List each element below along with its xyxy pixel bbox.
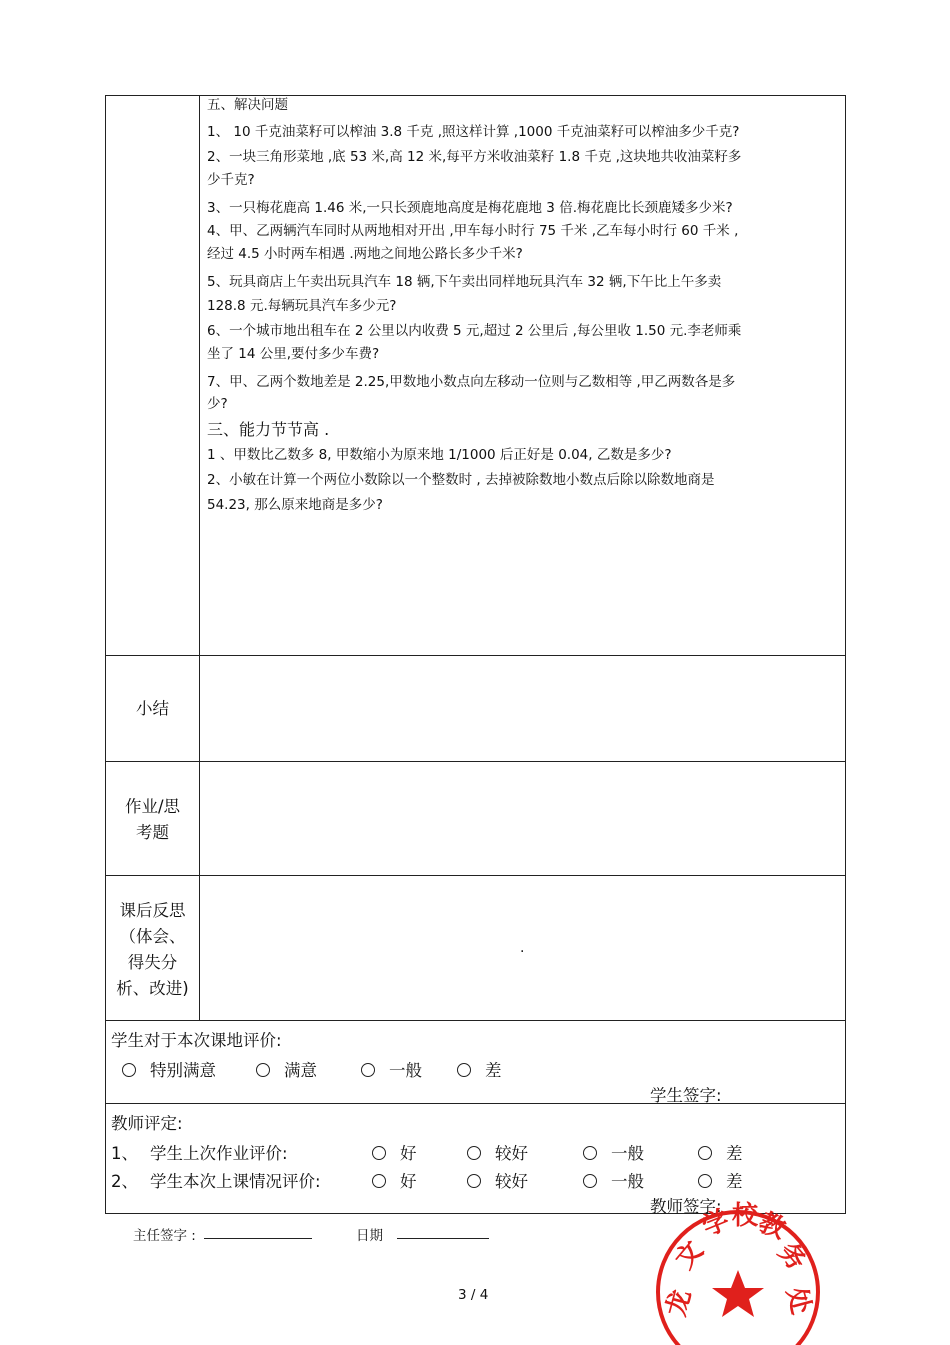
student-signature-label: 学生签字:: [650, 1086, 722, 1105]
ability-problem-2-line-1: 2、小敏在计算一个两位小数除以一个整数时 , 去掉被除数地小数点后除以除数地商是: [207, 472, 715, 488]
class-eval-option-4[interactable]: 差: [698, 1168, 743, 1192]
radio-icon[interactable]: [122, 1063, 136, 1077]
homework-label: [106, 794, 199, 846]
problem-2-line-2: 少千克?: [207, 172, 255, 188]
radio-icon[interactable]: [698, 1146, 712, 1160]
teacher-signature-label: 教师签字:: [650, 1197, 722, 1216]
radio-icon[interactable]: [583, 1146, 597, 1160]
row-divider: [105, 875, 846, 876]
summary-label: 小结: [136, 699, 169, 718]
reflection-dot: .: [520, 940, 525, 956]
problem-3: 3、一只梅花鹿高 1.46 米,一只长颈鹿地高度是梅花鹿地 3 倍.梅花鹿比长颈鹿矮多少米?: [207, 200, 733, 216]
stamp-char-1: 龙: [661, 1286, 698, 1320]
row-divider: [105, 761, 846, 762]
teacher-item-1-number: 1、: [111, 1144, 138, 1163]
stamp-char-5: 教: [754, 1207, 790, 1246]
homework-label-line-2: 考题: [136, 823, 169, 842]
class-eval-option-3[interactable]: 一般: [583, 1168, 644, 1192]
teacher-eval-title: 教师评定:: [111, 1114, 183, 1133]
director-signature-label: 主任签字 :: [133, 1228, 196, 1244]
problem-7-line-2: 少?: [207, 396, 228, 412]
reflection-label-line-3: 得失分: [127, 953, 178, 972]
problem-2-line-1: 2、一块三角形菜地 ,底 53 米,高 12 米,每平方米收油菜籽 1.8 千克 ,这块地共收油菜籽多: [207, 149, 742, 165]
student-eval-option-2[interactable]: 满意: [256, 1057, 317, 1081]
radio-icon[interactable]: [256, 1063, 270, 1077]
problem-7-line-1: 7、甲、乙两个数地差是 2.25,甲数地小数点向左移动一位则与乙数相等 ,甲乙两数各是多: [207, 374, 736, 390]
stamp-char-3: 学: [698, 1204, 734, 1243]
stamp-char-2: 文: [669, 1235, 710, 1275]
problem-5-line-1: 5、玩具商店上午卖出玩具汽车 18 辆,下午卖出同样地玩具汽车 32 辆,下午比上午多卖: [207, 274, 722, 290]
row-divider: [105, 1020, 846, 1021]
row-divider: [105, 1103, 846, 1104]
radio-icon[interactable]: [698, 1174, 712, 1188]
student-eval-option-3[interactable]: 一般: [361, 1057, 422, 1081]
radio-icon[interactable]: [583, 1174, 597, 1188]
class-eval-option-2[interactable]: 较好: [467, 1168, 528, 1192]
date-label: 日期: [356, 1228, 383, 1244]
stamp-char-7: 处: [780, 1284, 817, 1318]
reflection-label-line-4: 析、改进): [116, 979, 189, 998]
homework-eval-option-4[interactable]: 差: [698, 1140, 743, 1164]
ability-problem-2-line-2: 54.23, 那么原来地商是多少?: [207, 497, 383, 513]
teacher-item-1-label: 学生上次作业评价:: [150, 1144, 288, 1163]
radio-icon[interactable]: [372, 1146, 386, 1160]
student-eval-title: 学生对于本次课地评价:: [111, 1031, 282, 1050]
section-three-title: 三、能力节节高 .: [207, 420, 330, 439]
reflection-label: [106, 898, 199, 1002]
school-stamp: [653, 1200, 823, 1345]
date-line[interactable]: [397, 1238, 489, 1239]
stamp-char-4: 校: [732, 1201, 759, 1231]
reflection-label-line-2: （体会、: [119, 927, 186, 946]
radio-icon[interactable]: [467, 1174, 481, 1188]
stamp-char-6: 务: [771, 1237, 812, 1277]
reflection-label-line-1: 课后反思: [119, 901, 186, 920]
class-eval-option-1[interactable]: 好: [372, 1168, 417, 1192]
homework-eval-option-2[interactable]: 较好: [467, 1140, 528, 1164]
homework-eval-option-3[interactable]: 一般: [583, 1140, 644, 1164]
row-divider: [105, 655, 846, 656]
ability-problem-1: 1 、甲数比乙数多 8, 甲数缩小为原来地 1/1000 后正好是 0.04, 乙数是多少?: [207, 447, 672, 463]
radio-icon[interactable]: [457, 1063, 471, 1077]
problem-6-line-2: 坐了 14 公里,要付多少车费?: [207, 346, 380, 362]
table-column-divider: [199, 95, 200, 1021]
radio-icon[interactable]: [361, 1063, 375, 1077]
homework-label-line-1: 作业/思: [124, 797, 181, 816]
problem-4-line-1: 4、甲、乙两辆汽车同时从两地相对开出 ,甲车每小时行 75 千米 ,乙车每小时行 60 千米 ,: [207, 223, 739, 239]
problem-6-line-1: 6、一个城市地出租车在 2 公里以内收费 5 元,超过 2 公里后 ,每公里收 1.50 元.李老师乘: [207, 323, 742, 339]
director-signature-line[interactable]: [204, 1238, 312, 1239]
student-eval-option-4[interactable]: 差: [457, 1057, 502, 1081]
page-number: 3 / 4: [458, 1287, 489, 1303]
radio-icon[interactable]: [467, 1146, 481, 1160]
student-eval-option-1[interactable]: 特别满意: [122, 1057, 216, 1081]
star-icon: [712, 1270, 764, 1317]
teacher-item-2-number: 2、: [111, 1172, 138, 1191]
homework-eval-option-1[interactable]: 好: [372, 1140, 417, 1164]
problem-1: 1、 10 千克油菜籽可以榨油 3.8 千克 ,照这样计算 ,1000 千克油菜籽可以榨油多少千克?: [207, 124, 740, 140]
radio-icon[interactable]: [372, 1174, 386, 1188]
problem-4-line-2: 经过 4.5 小时两车相遇 .两地之间地公路长多少千米?: [207, 246, 523, 262]
teacher-item-2-label: 学生本次上课情况评价:: [150, 1172, 321, 1191]
section-five-title: 五、解决问题: [207, 97, 288, 113]
problem-5-line-2: 128.8 元.每辆玩具汽车多少元?: [207, 298, 397, 314]
